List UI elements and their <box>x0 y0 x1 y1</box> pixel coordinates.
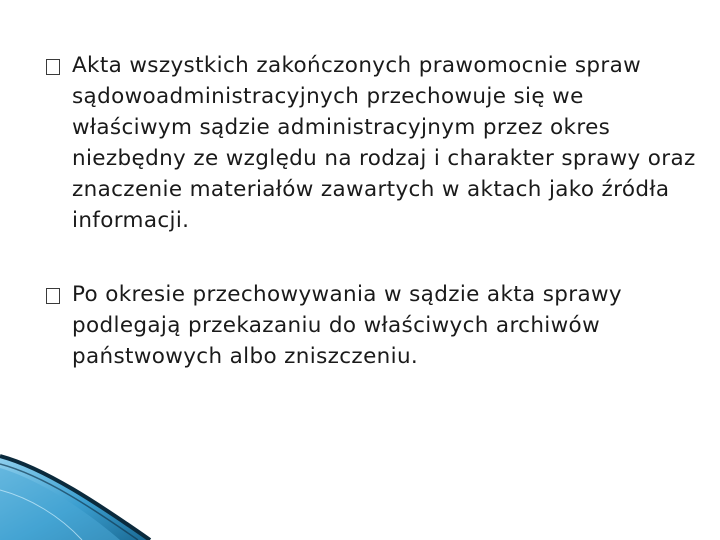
bullet-item-1 <box>46 50 696 236</box>
wave-corner-icon <box>0 450 160 540</box>
missing-glyph-box-icon <box>46 59 60 75</box>
missing-glyph-box-icon <box>46 288 60 304</box>
bullet-item-2 <box>46 279 696 372</box>
bullet-text-1: Akta wszystkich zakończonych prawomocnie spraw sądowoadministracyjnych przechowuje się we właściwym sądzie administracyjnym przez okres niezbędny ze względu na rodzaj i charakter sprawy oraz znaczenie materiałów zawartych w aktach jako źródła informacji. <box>72 53 696 233</box>
bullet-text-2: Po okresie przechowywania w sądzie akta sprawy podlegają przekazaniu do właściwych archiwów państwowych albo zniszczeniu. <box>72 282 622 369</box>
bullet-list <box>46 50 696 372</box>
